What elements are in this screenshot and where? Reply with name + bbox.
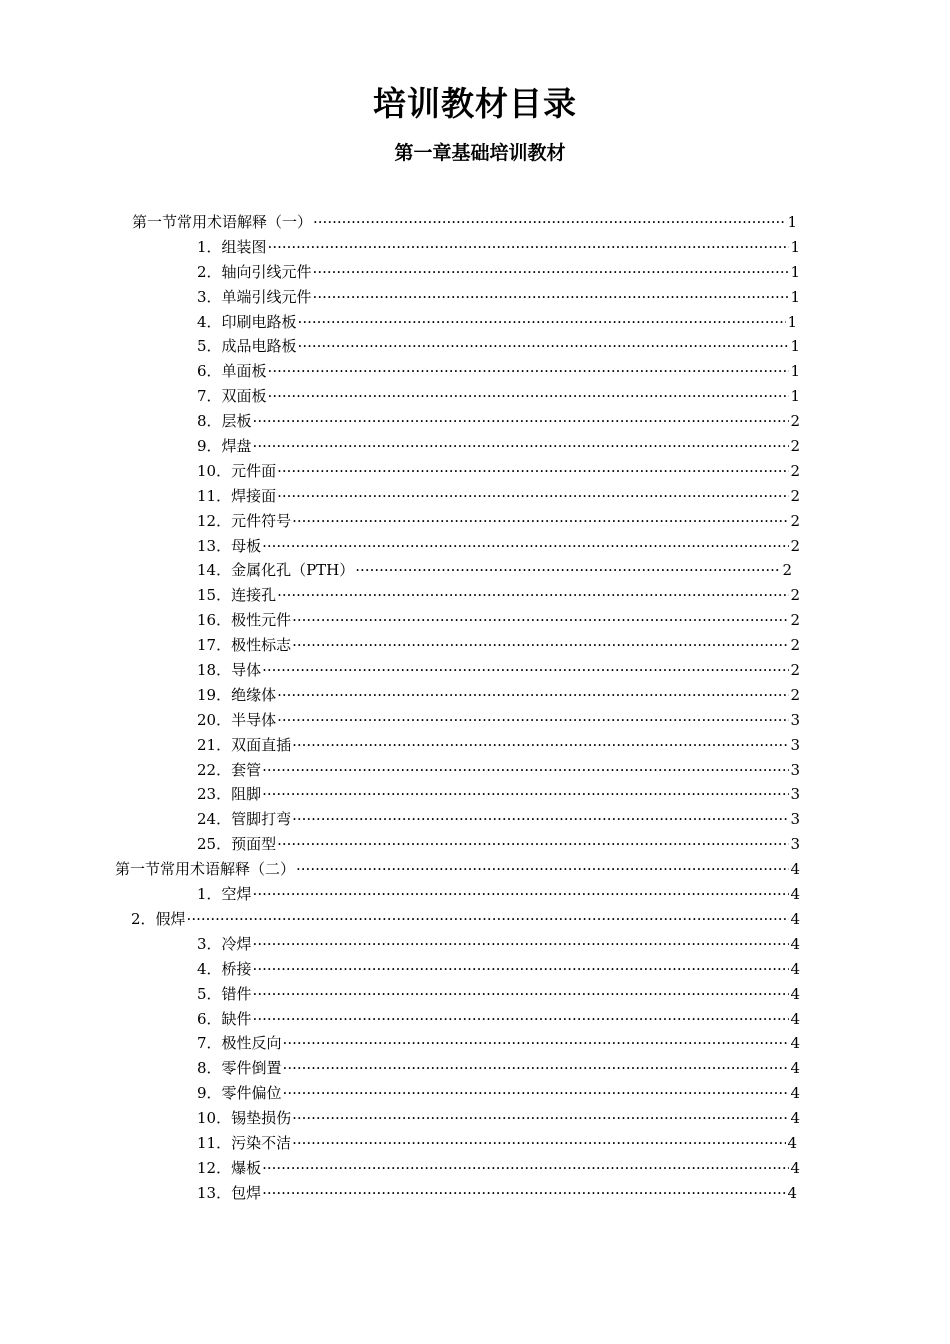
toc-entry[interactable] [0, 608, 800, 633]
toc-entry-label: 22．套管 [197, 760, 262, 779]
toc-entry-label: 13．包焊 [197, 1183, 262, 1202]
toc-dot-leader [262, 782, 789, 807]
toc-entry[interactable] [0, 484, 800, 509]
toc-dot-leader [268, 235, 790, 260]
toc-entry-label: 4．桥接 [197, 959, 252, 978]
toc-page-number: 3 [790, 810, 800, 829]
toc-page-number: 4 [790, 1009, 800, 1028]
toc-dot-leader [253, 932, 790, 957]
toc-dot-leader [298, 334, 790, 359]
toc-entry-label: 23．阻脚 [197, 785, 262, 804]
toc-dot-leader [292, 733, 789, 758]
toc-entry-label: 1．组装图 [197, 237, 267, 256]
toc-dot-leader [268, 384, 790, 409]
toc-page-number: 4 [790, 885, 800, 904]
toc-page-number: 1 [787, 312, 797, 331]
toc-page-number: 1 [790, 237, 800, 256]
toc-entry[interactable] [0, 857, 800, 882]
toc-page-number: 2 [790, 461, 800, 480]
toc-dot-leader [187, 907, 790, 932]
toc-dot-leader [283, 1031, 790, 1056]
toc-entry[interactable] [0, 907, 800, 932]
toc-entry[interactable] [0, 957, 800, 982]
toc-entry-label: 16．极性元件 [197, 611, 292, 630]
toc-dot-leader [283, 1081, 790, 1106]
toc-page-number: 4 [787, 1133, 797, 1152]
toc-dot-leader [253, 882, 790, 907]
toc-page-number: 4 [790, 860, 800, 879]
toc-dot-leader [292, 608, 789, 633]
toc-page-number: 2 [782, 561, 792, 580]
toc-page-number: 2 [790, 412, 800, 431]
toc-page-number: 4 [790, 934, 800, 953]
document-title: 培训教材目录 [373, 84, 577, 123]
toc-dot-leader [262, 1156, 789, 1181]
toc-page-number: 3 [790, 760, 800, 779]
toc-dot-leader [277, 459, 789, 484]
toc-entry-label: 5．错件 [197, 984, 252, 1003]
toc-entry-label: 第一节常用术语解释（二） [115, 860, 296, 879]
toc-entry[interactable] [0, 459, 800, 484]
toc-dot-leader [262, 1181, 786, 1206]
toc-entry[interactable] [0, 434, 800, 459]
toc-page-number: 3 [790, 835, 800, 854]
toc-page-number: 1 [790, 362, 800, 381]
toc-dot-leader [253, 409, 790, 434]
toc-dot-leader [292, 1131, 786, 1156]
toc-entry-label: 第一节常用术语解释（一） [132, 213, 313, 231]
toc-entry[interactable] [0, 1031, 800, 1056]
toc-entry-label: 1．空焊 [197, 885, 252, 904]
chapter-title: 第一章基础培训教材 [394, 142, 566, 164]
toc-dot-leader [313, 260, 790, 285]
toc-entry[interactable] [0, 285, 800, 310]
toc-entry[interactable] [0, 1056, 800, 1081]
toc-entry[interactable] [0, 1181, 797, 1206]
toc-page-number: 2 [790, 536, 800, 555]
toc-entry[interactable] [0, 1106, 800, 1131]
toc-entry-label: 7．极性反向 [197, 1034, 282, 1053]
toc-page-number: 2 [790, 437, 800, 456]
toc-entry-label: 17．极性标志 [197, 636, 292, 655]
toc-page-number: 4 [790, 1158, 800, 1177]
toc-entry-label: 13．母板 [197, 536, 262, 555]
toc-entry-label: 9．焊盘 [197, 437, 252, 456]
toc-entry[interactable] [0, 758, 800, 783]
toc-entry[interactable] [0, 807, 800, 832]
toc-entry-label: 10．锡垫损伤 [197, 1109, 292, 1128]
toc-entry-label: 7．双面板 [197, 387, 267, 406]
toc-dot-leader [262, 534, 789, 559]
toc-entry[interactable] [0, 982, 800, 1007]
toc-entry-label: 2．轴向引线元件 [197, 262, 312, 281]
toc-entry[interactable] [0, 1007, 800, 1032]
toc-entry[interactable] [0, 932, 800, 957]
toc-dot-leader [253, 1007, 790, 1032]
toc-dot-leader [277, 583, 789, 608]
toc-dot-leader [268, 359, 790, 384]
toc-dot-leader [253, 434, 790, 459]
toc-entry-label: 20．半导体 [197, 710, 277, 729]
toc-entry[interactable] [0, 235, 800, 260]
toc-entry[interactable] [0, 733, 800, 758]
toc-page-number: 1 [790, 387, 800, 406]
toc-entry[interactable] [0, 310, 797, 335]
toc-dot-leader [277, 708, 789, 733]
toc-page-number: 3 [790, 710, 800, 729]
toc-entry-label: 8．层板 [197, 412, 252, 431]
toc-entry-label: 3．冷焊 [197, 934, 252, 953]
toc-dot-leader [313, 210, 786, 235]
toc-page-number: 2 [790, 661, 800, 680]
toc-dot-leader [292, 1106, 789, 1131]
toc-page-number: 1 [790, 262, 800, 281]
toc-dot-leader [262, 658, 789, 683]
toc-entry-label: 5．成品电路板 [197, 337, 297, 356]
toc-dot-leader [262, 758, 789, 783]
toc-dot-leader [277, 832, 789, 857]
toc-dot-leader [277, 683, 789, 708]
toc-entry[interactable] [0, 534, 800, 559]
toc-dot-leader [292, 509, 789, 534]
toc-entry[interactable] [0, 882, 800, 907]
toc-entry[interactable] [0, 359, 800, 384]
toc-entry[interactable] [0, 558, 792, 583]
toc-page-number: 4 [790, 909, 800, 928]
toc-dot-leader [313, 285, 790, 310]
toc-dot-leader [283, 1056, 790, 1081]
toc-dot-leader [355, 558, 781, 583]
toc-entry-label: 3．单端引线元件 [197, 287, 312, 306]
toc-entry[interactable] [0, 782, 800, 807]
toc-page-number: 4 [790, 959, 800, 978]
toc-entry[interactable] [0, 658, 800, 683]
toc-page-number: 1 [790, 287, 800, 306]
table-of-contents [0, 210, 950, 1206]
toc-entry[interactable] [0, 683, 800, 708]
toc-entry-label: 6．单面板 [197, 362, 267, 381]
toc-page-number: 1 [790, 337, 800, 356]
toc-dot-leader [292, 807, 789, 832]
toc-entry-label: 12．爆板 [197, 1158, 262, 1177]
toc-page-number: 2 [790, 486, 800, 505]
toc-entry[interactable] [0, 210, 797, 235]
toc-entry-label: 11．焊接面 [197, 486, 277, 505]
toc-entry-label: 14．金属化孔（PTH） [197, 561, 355, 580]
toc-entry[interactable] [0, 509, 800, 534]
toc-entry[interactable] [0, 409, 800, 434]
toc-page-number: 4 [790, 1034, 800, 1053]
toc-entry-label: 18．导体 [197, 661, 262, 680]
toc-entry-label: 24．管脚打弯 [197, 810, 292, 829]
toc-page-number: 1 [787, 213, 797, 231]
toc-entry-label: 21．双面直插 [197, 735, 292, 754]
toc-entry[interactable] [0, 633, 800, 658]
toc-entry[interactable] [0, 260, 800, 285]
toc-entry-label: 15．连接孔 [197, 586, 277, 605]
toc-entry[interactable] [0, 1081, 800, 1106]
toc-dot-leader [253, 982, 790, 1007]
toc-entry-label: 4．印刷电路板 [197, 312, 297, 331]
toc-dot-leader [292, 633, 789, 658]
toc-dot-leader [253, 957, 790, 982]
toc-entry-label: 8．零件倒置 [197, 1059, 282, 1078]
toc-entry-label: 11．污染不洁 [197, 1133, 292, 1152]
toc-page-number: 4 [787, 1183, 797, 1202]
toc-entry-label: 12．元件符号 [197, 511, 292, 530]
toc-entry-label: 25．预面型 [197, 835, 277, 854]
toc-page-number: 4 [790, 1059, 800, 1078]
toc-entry[interactable] [0, 583, 800, 608]
toc-entry-label: 10．元件面 [197, 461, 277, 480]
toc-page-number: 4 [790, 984, 800, 1003]
toc-entry[interactable] [0, 832, 800, 857]
toc-page-number: 2 [790, 511, 800, 530]
toc-dot-leader [296, 857, 789, 882]
toc-page-number: 2 [790, 586, 800, 605]
toc-entry-label: 6．缺件 [197, 1009, 252, 1028]
toc-page-number: 3 [790, 785, 800, 804]
toc-entry[interactable] [0, 1131, 797, 1156]
toc-entry-label: 2．假焊 [131, 909, 186, 928]
toc-entry-label: 19．绝缘体 [197, 685, 277, 704]
toc-entry[interactable] [0, 384, 800, 409]
toc-entry[interactable] [0, 334, 800, 359]
toc-page-number: 3 [790, 735, 800, 754]
toc-page-number: 2 [790, 636, 800, 655]
toc-page-number: 4 [790, 1109, 800, 1128]
toc-page-number: 2 [790, 611, 800, 630]
toc-entry[interactable] [0, 1156, 800, 1181]
toc-page-number: 4 [790, 1084, 800, 1103]
toc-dot-leader [277, 484, 789, 509]
toc-page-number: 2 [790, 685, 800, 704]
toc-entry-label: 9．零件偏位 [197, 1084, 282, 1103]
toc-entry[interactable] [0, 708, 800, 733]
toc-dot-leader [298, 310, 787, 335]
